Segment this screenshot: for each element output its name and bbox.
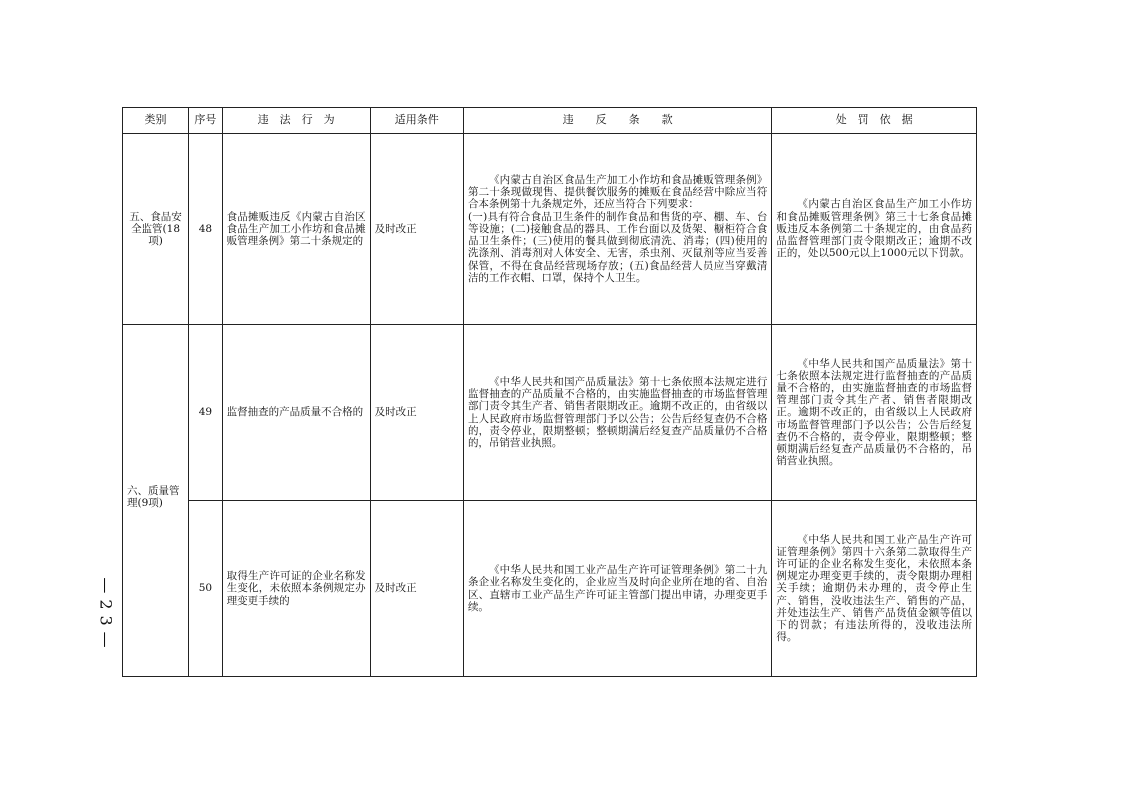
penalty-cell (772, 134, 977, 325)
clause-cell (463, 134, 771, 325)
header-penalty: 处 罚 依 据 (772, 108, 977, 134)
clause-text: 《中华人民共和国工业产品生产许可证管理条例》第二十九条企业名称发生变化的，企业应当及时向企业所在地的省、自治区、直辖市工业产品生产许可证主管部门提出申请，办理变更手续。 (467, 564, 768, 613)
clause-text: 《内蒙古自治区食品生产加工小作坊和食品摊贩管理条例》第二十条现做现售、提供餐饮服务的摊贩在食品经营中除应当符合本条例第十九条规定外，还应当符合下列要求： (一)具有符合食品卫生条件的制作食品和售货的亭、棚、车、台等设施；(二)接触食品的器具、工作台面以及货架、橱柜符合食品卫生条件；(三)使用的餐具做到彻底清洗、消毒；(四)使用的洗涤剂、消毒剂对人体安全、无害，杀虫剂、灭鼠剂等应当妥善保管，不得在食品经营现场存放；(五)食品经营人员应当穿戴清洁的工作衣帽、口罩，保持个人卫生。 (467, 174, 768, 284)
violation-cell: 监督抽查的产品质量不合格的 (222, 325, 370, 501)
category-cell (123, 325, 189, 677)
header-category: 类别 (123, 108, 189, 134)
number-cell: 48 (189, 134, 223, 325)
clause-text: 《中华人民共和国产品质量法》第十七条依照本法规定进行监督抽查的产品质量不合格的，由实施监督抽查的市场监督管理部门责令其生产者、销售者限期改正。逾期不改正的，由省级以上人民政府市场监督管理部门予以公告；公告后经复查仍不合格的，责令停业，限期整顿；整顿期满后经复查产品质量仍不合格的，吊销营业执照。 (467, 375, 768, 449)
page-number-text: —23— (96, 577, 116, 654)
header-number: 序号 (189, 108, 223, 134)
header-row (123, 108, 977, 134)
penalty-text: 《中华人民共和国工业产品生产许可证管理条例》第四十六条第二款取得生产许可证的企业名称发生变化，未依照本条例规定办理变更手续的，责令限期办理相关手续；逾期仍未办理的，责令停止生产、销售，没收违法生产、销售的产品，并处违法生产、销售产品货值金额等值以下的罚款；有违法所得的，没收违法所得。 (776, 533, 972, 644)
number-cell: 50 (189, 501, 223, 677)
table-row (123, 325, 977, 501)
header-violation: 违 法 行 为 (222, 108, 370, 134)
penalty-text: 《中华人民共和国产品质量法》第十七条依照本法规定进行监督抽查的产品质量不合格的，由实施监督抽查的市场监督管理部门责令其生产者、销售者限期改正。逾期不改正的，由省级以上人民政府市场监督管理部门予以公告；公告后经复查仍不合格的，责令停业，限期整顿；整顿期满后经复查产品质量仍不合格的，吊销营业执照。 (776, 357, 972, 468)
clause-cell (463, 325, 771, 501)
table-row (123, 501, 977, 677)
page-number (86, 578, 126, 658)
violation-cell: 取得生产许可证的企业名称发生变化，未依照本条例规定办理变更手续的 (222, 501, 370, 677)
condition-cell: 及时改正 (370, 134, 463, 325)
condition-cell: 及时改正 (370, 501, 463, 677)
header-clause: 违 反 条 款 (463, 108, 771, 134)
penalty-cell (772, 501, 977, 677)
number-cell: 49 (189, 325, 223, 501)
penalty-text: 《内蒙古自治区食品生产加工小作坊和食品摊贩管理条例》第三十七条食品摊贩违反本条例第二十条规定的，由食品药品监督管理部门责令限期改正；逾期不改正的，处以500元以上1000元以下罚款。 (776, 198, 972, 260)
penalty-cell (772, 325, 977, 501)
header-condition: 适用条件 (370, 108, 463, 134)
category-cell: 五、食品安全监管(18项) (123, 134, 189, 325)
category-text: 六、质量管理(9项) (127, 485, 180, 510)
condition-cell: 及时改正 (370, 325, 463, 501)
clause-cell (463, 501, 771, 677)
violation-cell: 食品摊贩违反《内蒙古自治区食品生产加工小作坊和食品摊贩管理条例》第二十条规定的 (222, 134, 370, 325)
table-row (123, 134, 977, 325)
regulation-table (122, 107, 977, 677)
